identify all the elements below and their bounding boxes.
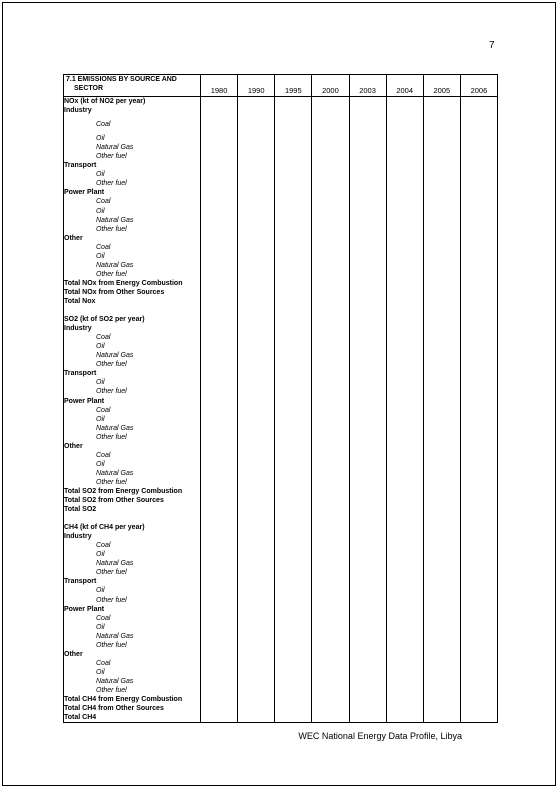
row-heading: Other (64, 234, 83, 242)
row-heading: Total CH4 from Other Sources (64, 705, 164, 713)
page-number: 7 (489, 40, 495, 51)
row-fuel-label: Natural Gas (96, 560, 134, 568)
year-header: 2003 (349, 75, 386, 97)
row-heading: Transport (64, 578, 97, 586)
row-fuel-label: Other fuel (96, 569, 127, 577)
row-labels-column (64, 97, 201, 723)
row-heading: Other (64, 650, 83, 658)
row-heading: Transport (64, 162, 97, 170)
table-title-line1: 7.1 EMISSIONS BY SOURCE AND (66, 76, 177, 83)
table-title-line2: SECTOR (74, 84, 104, 92)
row-heading: SO2 (kt of SO2 per year) (64, 316, 145, 324)
row-fuel-label: Oil (96, 379, 105, 387)
row-fuel-label: Oil (96, 135, 105, 143)
row-fuel-label: Coal (96, 659, 111, 667)
row-fuel-label: Other fuel (96, 687, 127, 694)
row-fuel-label: Oil (96, 668, 105, 676)
year-column-2005 (423, 97, 460, 723)
row-heading: Industry (64, 107, 92, 115)
row-heading: Total SO2 from Energy Combustion (64, 487, 183, 495)
year-column-1980 (201, 97, 238, 723)
emissions-table (63, 74, 498, 723)
year-column-2004 (386, 97, 423, 723)
row-fuel-label: Other fuel (96, 361, 127, 369)
row-heading: Total SO2 from Other Sources (64, 497, 164, 505)
row-fuel-label: Natural Gas (96, 424, 134, 432)
row-fuel-label: Other fuel (96, 478, 127, 486)
row-fuel-label: Oil (96, 460, 105, 468)
row-heading: Total SO2 (64, 506, 97, 514)
row-fuel-label: Coal (96, 451, 111, 459)
year-header: 2004 (386, 75, 423, 97)
row-fuel-label: Coal (96, 614, 111, 622)
row-heading: CH4 (kt of CH4 per year) (64, 524, 145, 532)
year-column-1990 (238, 97, 275, 723)
year-column-1995 (275, 97, 312, 723)
row-heading: Power Plant (64, 605, 105, 613)
row-heading: Total NOx from Energy Combustion (64, 279, 183, 287)
row-heading: Total NOx from Other Sources (64, 288, 165, 296)
row-fuel-label: Natural Gas (96, 261, 134, 269)
year-header: 2006 (460, 75, 497, 97)
row-fuel-label: Oil (96, 623, 105, 631)
row-heading: Power Plant (64, 189, 105, 197)
year-header: 1990 (238, 75, 275, 97)
row-fuel-label: Coal (96, 243, 111, 251)
row-fuel-label: Other fuel (96, 433, 127, 441)
footer-text: WEC National Energy Data Profile, Libya (298, 731, 462, 741)
row-fuel-label: Coal (96, 334, 111, 342)
row-fuel-label: Natural Gas (96, 677, 134, 685)
row-spacer (64, 306, 200, 315)
row-fuel-label: Other fuel (96, 153, 127, 161)
table-body-row (64, 97, 498, 723)
row-fuel-label: Oil (96, 252, 105, 260)
row-fuel-label: Oil (96, 343, 105, 351)
row-fuel-label: Oil (96, 587, 105, 595)
row-heading: NOx (kt of NO2 per year) (64, 98, 146, 105)
row-heading: Power Plant (64, 397, 105, 405)
row-fuel-label: Other fuel (96, 180, 127, 188)
table-title (64, 75, 201, 97)
row-fuel-label: Oil (96, 171, 105, 179)
row-fuel-label: Other fuel (96, 596, 127, 604)
row-spacer (64, 514, 200, 523)
row-fuel-label: Natural Gas (96, 144, 134, 152)
row-heading: Total CH4 (64, 714, 97, 722)
row-heading: Transport (64, 370, 97, 378)
row-fuel-label: Natural Gas (96, 632, 134, 640)
table-header-row (64, 75, 498, 97)
year-header: 1980 (201, 75, 238, 97)
row-fuel-label: Other fuel (96, 270, 127, 278)
row-heading: Other (64, 442, 83, 450)
year-header: 2000 (312, 75, 349, 97)
row-heading: Total Nox (64, 297, 96, 305)
row-heading: Industry (64, 325, 92, 333)
row-fuel-label: Coal (96, 542, 111, 550)
year-column-2000 (312, 97, 349, 723)
row-fuel-label: Oil (96, 415, 105, 423)
year-column-2003 (349, 97, 386, 723)
row-fuel-label: Other fuel (96, 225, 127, 233)
year-header: 1995 (275, 75, 312, 97)
row-fuel-label: Natural Gas (96, 469, 134, 477)
row-fuel-label: Natural Gas (96, 216, 134, 224)
row-fuel-label: Other fuel (96, 388, 127, 396)
row-heading: Industry (64, 533, 92, 541)
row-fuel-label: Natural Gas (96, 352, 134, 360)
row-fuel-label: Coal (96, 406, 111, 414)
year-column-2006 (460, 97, 497, 723)
year-header: 2005 (423, 75, 460, 97)
row-fuel-label: Oil (96, 207, 105, 215)
row-fuel-label: Oil (96, 551, 105, 559)
row-fuel-label: Coal (96, 198, 111, 206)
row-heading: Total CH4 from Energy Combustion (64, 696, 183, 704)
row-fuel-label: Coal (96, 121, 111, 129)
row-fuel-label: Other fuel (96, 641, 127, 649)
